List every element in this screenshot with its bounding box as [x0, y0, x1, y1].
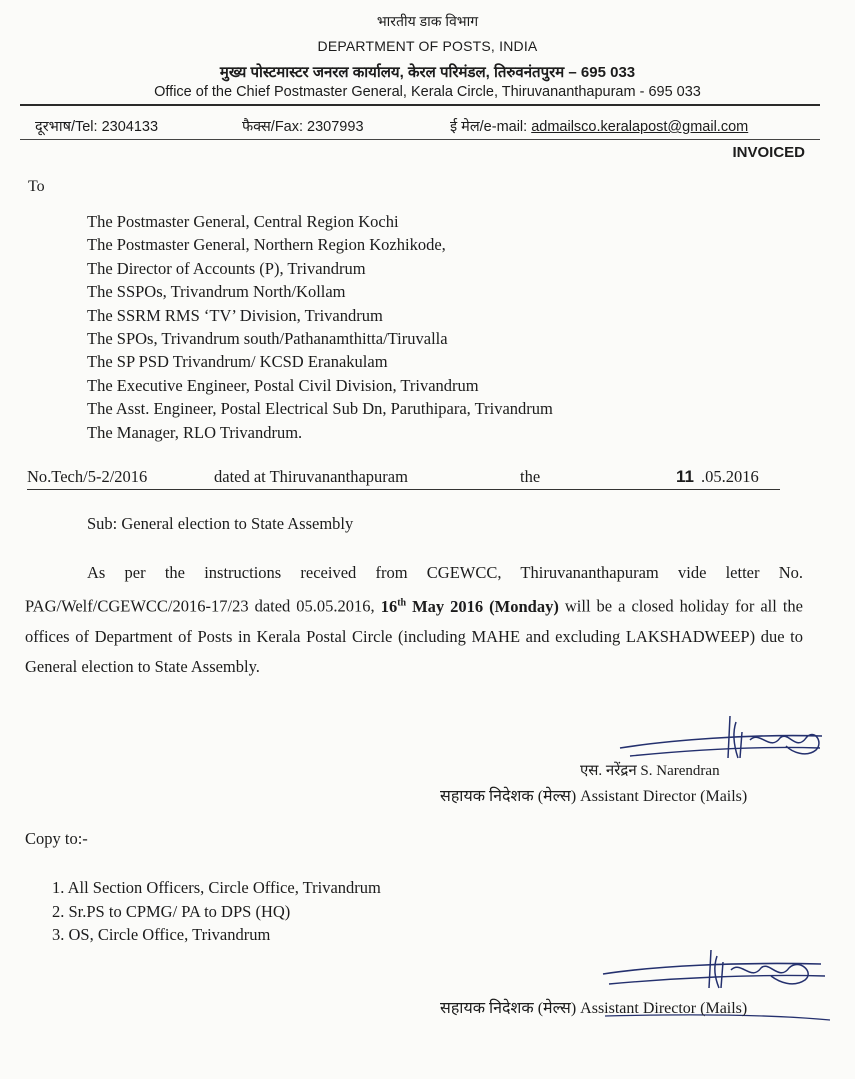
- addressee-item: The SSRM RMS ‘TV’ Division, Trivandrum: [87, 305, 383, 325]
- addressee-item: The SP PSD Trivandrum/ KCSD Eranakulam: [87, 352, 388, 372]
- copy-to-item: 1. All Section Officers, Circle Office, Trivandrum: [52, 878, 381, 897]
- email-link[interactable]: admailsco.keralapost@gmail.com: [531, 119, 749, 135]
- subject-line: Sub: General election to State Assembly: [87, 514, 354, 533]
- signatory-name: एस. नरेंद्रन S. Narendran: [580, 763, 720, 779]
- reference-month-year: .05.2016: [701, 467, 759, 486]
- to-label: To: [28, 178, 45, 195]
- signatory-designation-2: सहायक निदेशक (मेल्स) Assistant Director (Mails): [440, 1000, 748, 1017]
- holiday-day-suffix: th: [397, 597, 407, 608]
- addressee-item: The Executive Engineer, Postal Civil Division, Trivandrum: [87, 375, 479, 395]
- holiday-day: 16: [380, 596, 398, 616]
- addressee-item: The SSPOs, Trivandrum North/Kollam: [87, 282, 346, 302]
- body-text-2: will be a closed holiday for all the offices of Department of Posts in Kerala Postal Circle (including MAHE and excluding LAKSHADWEEP) due to General election to State Assembly.: [25, 596, 803, 676]
- email-label: ई मेल/e-mail:: [450, 119, 532, 135]
- reference-day: 11: [676, 467, 694, 486]
- body-paragraph: [25, 558, 803, 682]
- holiday-month: May 2016 (Monday): [406, 596, 559, 616]
- tel-label: दूरभाष/Tel: 2304133: [35, 119, 159, 135]
- office-english: Office of the Chief Postmaster General, Kerala Circle, Thiruvananthapuram - 695 033: [154, 84, 701, 100]
- addressee-item: The Asst. Engineer, Postal Electrical Sub Dn, Paruthipara, Trivandrum: [87, 399, 553, 419]
- addressee-item: The Director of Accounts (P), Trivandrum: [87, 258, 366, 278]
- holiday-date: [381, 597, 559, 616]
- header-rule-top: [20, 104, 820, 106]
- addressee-item: The Manager, RLO Trivandrum.: [87, 422, 303, 442]
- reference-underline: [27, 489, 780, 490]
- addressee-item: The Postmaster General, Central Region Kochi: [87, 212, 399, 231]
- reference-the: the: [520, 467, 541, 486]
- email-line: [450, 116, 748, 136]
- copy-to-label: Copy to:-: [25, 829, 88, 848]
- fax-label: फैक्स/Fax: 2307993: [242, 119, 364, 135]
- dept-english: DEPARTMENT OF POSTS, INDIA: [317, 38, 538, 54]
- copy-to-list: [52, 876, 381, 947]
- copy-to-item: 2. Sr.PS to CPMG/ PA to DPS (HQ): [52, 901, 291, 921]
- addressee-list: [87, 210, 553, 444]
- body-text-1: As per the instructions received from CGEWCC, Thiruvananthapuram vide letter No. PAG/Welf/CGEWCC/2016-17/23 dated 05.05.2016,: [25, 563, 803, 616]
- signatory-designation: सहायक निदेशक (मेल्स) Assistant Director (Mails): [440, 788, 748, 805]
- header-rule-bottom: [20, 139, 820, 140]
- reference-dated-at: dated at Thiruvananthapuram: [214, 467, 408, 486]
- invoiced-stamp: INVOICED: [732, 144, 805, 161]
- reference-number: No.Tech/5-2/2016: [27, 467, 148, 486]
- addressee-item: The Postmaster General, Northern Region Kozhikode,: [87, 235, 446, 255]
- dept-hindi: भारतीय डाक विभाग: [376, 13, 479, 29]
- office-hindi: मुख्य पोस्टमास्टर जनरल कार्यालय, केरल परिमंडल, तिरुवनंतपुरम – 695 033: [219, 64, 636, 81]
- addressee-item: The SPOs, Trivandrum south/Pathanamthitta/Tiruvalla: [87, 329, 448, 349]
- copy-to-item: 3. OS, Circle Office, Trivandrum: [52, 925, 271, 944]
